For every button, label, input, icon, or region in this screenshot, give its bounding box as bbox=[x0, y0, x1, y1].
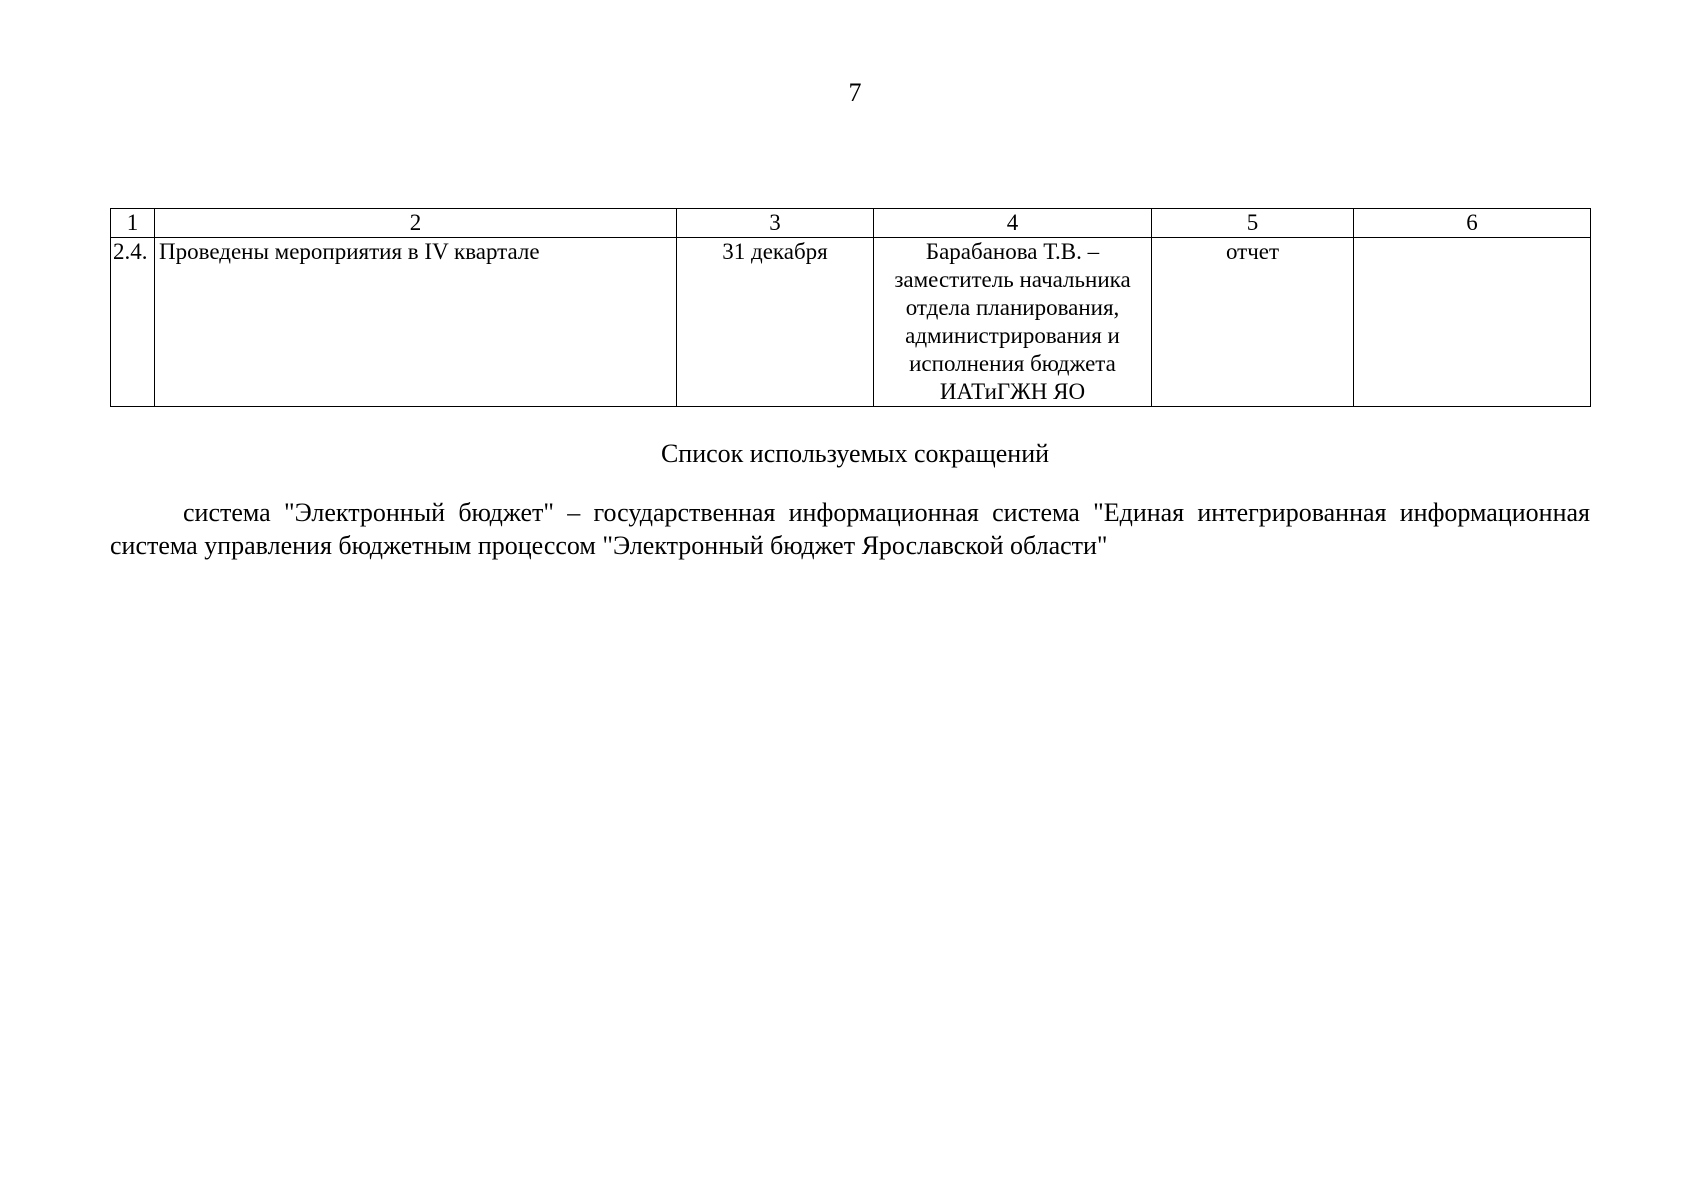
column-header-3: 3 bbox=[677, 209, 874, 238]
column-header-2: 2 bbox=[155, 209, 677, 238]
table-row bbox=[111, 238, 1591, 407]
column-header-4: 4 bbox=[874, 209, 1152, 238]
table-header-row bbox=[111, 209, 1591, 238]
plan-table bbox=[110, 208, 1591, 407]
deadline-cell: 31 декабря bbox=[677, 238, 874, 407]
abbreviation-definition: система "Электронный бюджет" – государственная информационная система "Единая интегрированная информационная система управления бюджетным процессом "Электронный бюджет Ярославской области" bbox=[110, 498, 1590, 560]
page-number: 7 bbox=[848, 78, 862, 107]
result-cell: отчет bbox=[1152, 238, 1354, 407]
event-cell: Проведены мероприятия в IV квартале bbox=[155, 238, 677, 407]
abbreviations-title: Список используемых сокращений bbox=[660, 439, 1050, 468]
note-cell bbox=[1354, 238, 1591, 407]
column-header-6: 6 bbox=[1354, 209, 1591, 238]
row-number: 2.4. bbox=[111, 238, 155, 407]
column-header-5: 5 bbox=[1152, 209, 1354, 238]
responsible-cell: Барабанова Т.В. – заместитель начальника отдела планирования, администрирования и исполнения бюджета ИАТиГЖН ЯО bbox=[874, 238, 1152, 407]
column-header-1: 1 bbox=[111, 209, 155, 238]
